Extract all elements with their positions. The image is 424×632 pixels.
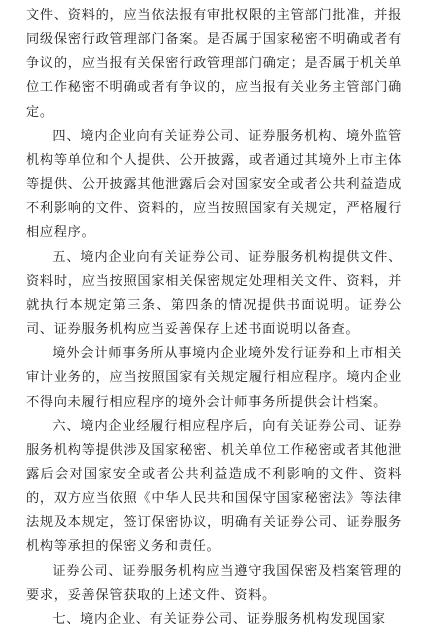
paragraph-archive-management: 证券公司、证券服务机构应当遵守我国保密及档案管理的要求，妥善保管获取的上述文件、资料。 xyxy=(26,563,402,603)
paragraph-article-4: 四、境内企业向有关证券公司、证券服务机构、境外监管机构等单位和个人提供、公开披露，或者通过其境外上市主体等提供、公开披露其他泄露后会对国家安全或者公共利益造成不利影响的文件、资料的，应当按照国家有关规定，严格履行相应程序。 xyxy=(26,128,402,241)
paragraph-article-7-start: 七、境内企业、有关证券公司、证券服务机构发现国家 xyxy=(52,611,386,627)
paragraph-approval-and-classification: 文件、资料的，应当依法报有审批权限的主管部门批准，并报同级保密行政管理部门备案。是否属于国家秘密不明确或者有争议的，应当报有关保密行政管理部门确定；是否属于机关单位工作秘密不明确或者有争议的，应当报有关业务主管部门确定。 xyxy=(26,8,402,120)
paragraph-article-6: 六、境内企业经履行相应程序后，向有关证券公司、证券服务机构等提供涉及国家秘密、机关单位工作秘密或者其他泄露后会对国家安全或者公共利益造成不利影响的文件、资料的，双方应当依照《中华人民共和国保守国家秘密法》等法律法规及本规定，签订保密协议，明确有关证券公司、证券服务机构等承担的保密义务和责任。 xyxy=(26,418,402,555)
paragraph-article-5: 五、境内企业向有关证券公司、证券服务机构提供文件、资料时，应当按照国家相关保密规定处理相关文件、资料，并就执行本规定第三条、第四条的情况提供书面说明。证券公司、证券服务机构应当妥善保存上述书面说明以备查。 xyxy=(26,249,402,338)
paragraph-overseas-accounting-firms: 境外会计师事务所从事境内企业境外发行证券和上市相关审计业务的，应当按照国家有关规定履行相应程序。境内企业不得向未履行相应程序的境外会计师事务所提供会计档案。 xyxy=(26,346,402,410)
